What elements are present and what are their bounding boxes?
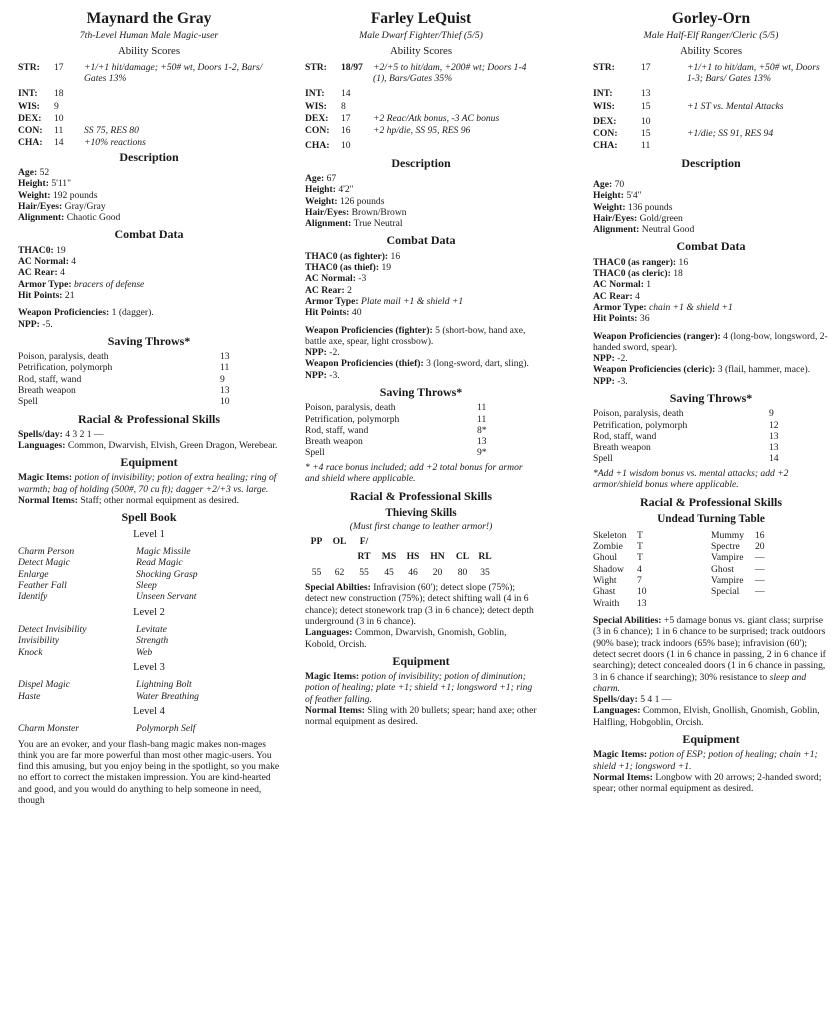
- save-row: Rod, staff, wand 13: [593, 430, 779, 442]
- ability-value: 15: [641, 100, 651, 112]
- character-bio: You are an evoker, and your flash-bang magic makes non-mages think you are far more powerful than most other magic-users. You find this amusing, but you enjoy being in the spotlight, so you make no effort to correct the mistaken impression. You are kind-hearted and good, and you would do anything to help someone in need, though: [18, 738, 280, 807]
- ability-row-str: [593, 62, 829, 85]
- ability-row-cha: [18, 137, 280, 148]
- ability-row-cha: [593, 140, 829, 151]
- saving-throws-note: * +4 race bonus included; add +2 total bonus for armor and shield where applicable.: [305, 461, 523, 485]
- saving-throws-heading: Saving Throws*: [107, 333, 191, 348]
- age-line: Age: 52: [18, 166, 50, 178]
- spells-per-day-line: Spells/day: 4 3 2 1 —: [18, 428, 104, 440]
- equipment-heading: Equipment: [682, 732, 740, 747]
- height-line: Height: 5'11": [18, 178, 72, 190]
- ability-label: CHA:: [18, 137, 43, 149]
- spell-name: Lightning Bolt: [136, 679, 192, 691]
- spell-row: [18, 580, 280, 591]
- ability-note: [373, 140, 537, 151]
- turn-row: Skeleton T Mummy 16: [593, 529, 765, 541]
- combat-data-heading: Combat Data: [114, 227, 184, 242]
- saving-throws-note: *Add +1 wisdom bonus vs. mental attacks; add +2 armor/shield bonus where applicable.: [593, 467, 789, 491]
- spell-row: [18, 546, 280, 557]
- spell-row: [18, 691, 280, 702]
- weapon-proficiencies-ranger-line: Weapon Proficiencies (ranger): 4 (long-bow, longsword, 2-handed sword, spear).: [593, 330, 828, 353]
- turn-row: Ghoul T Vampire —: [593, 552, 765, 564]
- save-row: Rod, staff, wand 8*: [305, 424, 487, 436]
- ability-label: WIS:: [305, 100, 327, 112]
- alignment-line: Alignment: Chaotic Good: [18, 212, 121, 224]
- save-row: Breath weapon 13: [18, 384, 230, 396]
- npp-line: NPP: -5.: [18, 318, 53, 330]
- ability-scores-heading: Ability Scores: [117, 44, 181, 57]
- spell-name: Knock: [18, 646, 43, 658]
- height-line: Height: 4'2": [305, 184, 354, 196]
- ability-value: 11: [641, 140, 651, 152]
- character-subtitle: Male Dwarf Fighter/Thief (5/5): [359, 30, 483, 42]
- languages-line: Languages: Common, Dwarvish, Gnomish, Goblin, Kobold, Orcish.: [305, 627, 507, 650]
- ability-row-con: [593, 128, 829, 139]
- ability-label: STR:: [305, 61, 327, 73]
- ability-value: 17: [641, 61, 651, 73]
- character-name: Maynard the Gray: [86, 10, 212, 27]
- ac-normal-line: AC Normal: 1: [593, 279, 652, 291]
- armor-type-line: Armor Type: Plate mail +1 & shield +1: [305, 295, 464, 307]
- normal-items-line: Normal Items: Staff; other normal equipment as desired.: [18, 495, 239, 507]
- spell-name: Magic Missile: [136, 545, 191, 557]
- spell-name: Charm Person: [18, 545, 75, 557]
- save-row: Spell 14: [593, 453, 779, 465]
- equipment-heading: Equipment: [120, 455, 178, 470]
- spell-name: Levitate: [136, 623, 167, 635]
- ability-note: +1/+1 hit/damage; +50# wt, Doors 1-2, Bars/ Gates 13%: [84, 61, 263, 84]
- age-line: Age: 67: [305, 172, 337, 184]
- spell-name: Strength: [136, 635, 169, 647]
- weight-line: Weight: 126 pounds: [305, 195, 385, 207]
- spell-name: Web: [136, 646, 153, 658]
- save-row: Poison, paralysis, death 11: [305, 402, 487, 414]
- ability-value: 11: [54, 125, 64, 137]
- ability-label: DEX:: [305, 112, 329, 124]
- ability-note: [84, 101, 280, 112]
- ability-value: 15: [641, 128, 651, 140]
- spell-book: [18, 529, 280, 735]
- magic-items-line: Magic Items: potion of invisibility; potion of extra healing; ring of warmth; bag of holding (500#, 70 cu ft); dagger +2/+3 vs. large.: [18, 472, 277, 495]
- character-name: Gorley-Orn: [671, 10, 751, 27]
- ability-label: CON:: [305, 125, 330, 137]
- thac0-line: THAC0: 19: [18, 244, 66, 256]
- height-line: Height: 5'4": [593, 190, 642, 202]
- ability-note: [687, 140, 829, 151]
- ability-value: 9: [54, 100, 59, 112]
- ability-label: STR:: [18, 61, 40, 73]
- ability-note: [373, 101, 537, 112]
- hair-eyes-line: Hair/Eyes: Gold/green: [593, 212, 683, 224]
- description-heading: Description: [391, 155, 451, 170]
- racial-skills-heading: Racial & Professional Skills: [349, 489, 493, 504]
- ability-note: +1 ST vs. Mental Attacks: [687, 100, 784, 112]
- spell-name: Unseen Servant: [136, 591, 197, 603]
- save-row: Petrification, polymorph 11: [305, 413, 487, 425]
- languages-line: Languages: Common, Dwarvish, Elvish, Green Dragon, Werebear.: [18, 440, 278, 451]
- ability-row-con: [305, 125, 537, 136]
- ability-row-int: [593, 88, 829, 99]
- spell-name: Sleep: [136, 579, 157, 591]
- saving-throws-table: [305, 402, 537, 459]
- ability-value: 17: [341, 112, 351, 124]
- ability-note: +10% reactions: [84, 137, 146, 149]
- character-subtitle: 7th-Level Human Male Magic-user: [79, 30, 219, 42]
- special-abilities-line: Special Abilities: +5 damage bonus vs. giant class; surprise (3 in 6 chance); 1 in 6 chance to be surprised; track outdoors (90% base); track indoors (65% base); infravision (60'); detect secret doors (1 in 6 chance in passing, 2 in 6 chance if searching); detect concealed doors (1 in 6 chance in passing, 3 in 6 chance if searching); 30% resistance to sleep and charm.: [593, 614, 826, 694]
- armor-type-line: Armor Type: bracers of defense: [18, 278, 145, 290]
- weapon-proficiencies-thief-line: Weapon Proficiencies (thief): 3 (long-sword, dart, sling).: [305, 358, 529, 370]
- spell-name: Detect Invisibility: [18, 623, 87, 635]
- ability-note: +1/+1 to hit/dam, +50# wt, Doors 1-3; Bars/ Gates 13%: [687, 61, 820, 84]
- languages-line: Languages: Common, Elvish, Gnollish, Gnomish, Goblin, Halfling, Hobgoblin, Orcish.: [593, 705, 820, 728]
- normal-items-line: Normal Items: Longbow with 20 arrows; 2-handed sword; spear; other normal equipment as desired.: [593, 771, 822, 795]
- ability-value: 8: [341, 100, 346, 112]
- save-row: Breath weapon 13: [305, 436, 487, 448]
- special-abilities-line: Special Abilties: Infravision (60'); detect slope (75%); detect new construction (75%); detect shifting wall (4 in 6 chance); detect stonework trap (3 in 6 chance); detect depth underground (3 in 6 chance).: [305, 582, 534, 627]
- spell-name: Dispel Magic: [18, 679, 70, 691]
- magic-items-line: Magic Items: potion of invisibility; potion of diminution; potion of healing; plate +1; shield +1; longsword +1; ring of feather falling.: [305, 671, 533, 705]
- ac-rear-line: AC Rear: 2: [305, 284, 352, 296]
- ability-label: INT:: [305, 88, 325, 100]
- hit-points-line: Hit Points: 40: [305, 307, 362, 319]
- thac0-ranger-line: THAC0 (as ranger): 16: [593, 256, 689, 268]
- ability-value: 14: [54, 137, 64, 149]
- spell-row: [18, 635, 280, 646]
- turn-row: Shadow 4 Ghost —: [593, 563, 765, 575]
- spell-name: Invisibility: [18, 635, 60, 647]
- ability-value: 10: [54, 112, 64, 124]
- ability-note: SS 75, RES 80: [84, 125, 139, 137]
- ability-value: 10: [341, 140, 351, 152]
- spell-name: Shocking Grasp: [136, 568, 198, 580]
- ability-note: +2 Reac/Atk bonus, -3 AC bonus: [373, 112, 500, 124]
- hit-points-line: Hit Points: 36: [593, 313, 650, 325]
- turn-row: Wight 7 Vampire —: [593, 575, 765, 587]
- spell-level-heading: Level 2: [133, 606, 165, 618]
- ac-normal-line: AC Normal: 4: [18, 255, 77, 267]
- ability-row-str: [305, 62, 537, 85]
- magic-items-line: Magic Items: potion of ESP; potion of healing; chain +1; shield +1; longsword +1.: [593, 749, 818, 772]
- ability-row-dex: [305, 113, 537, 124]
- hair-eyes-line: Hair/Eyes: Brown/Brown: [305, 206, 407, 218]
- ability-note: +1/die; SS 91, RES 94: [687, 128, 774, 140]
- spell-row: [18, 557, 280, 568]
- ability-label: DEX:: [18, 112, 42, 124]
- spell-name: Charm Monster: [18, 723, 80, 735]
- armor-type-line: Armor Type: chain +1 & shield +1: [593, 301, 733, 313]
- ability-label: INT:: [18, 88, 38, 100]
- ability-label: CHA:: [305, 140, 330, 152]
- ability-label: WIS:: [18, 100, 40, 112]
- age-line: Age: 70: [593, 178, 625, 190]
- saving-throws-heading: Saving Throws*: [669, 391, 753, 406]
- turn-row: Ghast 10 Special —: [593, 586, 765, 598]
- npp-thief-line: NPP: -3.: [305, 369, 340, 381]
- ability-note: [687, 88, 829, 99]
- ability-note: [687, 116, 829, 127]
- ability-row-wis: [18, 101, 280, 112]
- spells-per-day-line: Spells/day: 5 4 1 —: [593, 694, 672, 706]
- thieving-skills-values: 55 62 55 45 46 20 80 35: [311, 566, 490, 578]
- turn-row: Zombie T Spectre 20: [593, 541, 765, 553]
- normal-items-line: Normal Items: Sling with 20 bullets; spear; hand axe; other normal equipment as desired.: [305, 705, 537, 728]
- undead-turning-table: [593, 530, 829, 609]
- description-heading: Description: [681, 155, 741, 170]
- spell-row: [18, 591, 280, 602]
- ac-rear-line: AC Rear: 4: [593, 290, 640, 302]
- ability-value: 13: [641, 88, 651, 100]
- ability-row-con: [18, 125, 280, 136]
- thieving-skills-top-header: PP OL F/: [310, 536, 369, 548]
- spell-name: Identify: [18, 591, 48, 603]
- ability-value: 10: [641, 115, 651, 127]
- hit-points-line: Hit Points: 21: [18, 289, 75, 301]
- ability-value: 14: [341, 88, 351, 100]
- spell-row: [18, 723, 280, 734]
- thac0-fighter-line: THAC0 (as fighter): 16: [305, 250, 401, 262]
- ability-value: 17: [54, 61, 64, 73]
- ability-label: WIS:: [593, 100, 615, 112]
- ac-normal-line: AC Normal: -3: [305, 273, 367, 285]
- save-row: Rod, staff, wand 9: [18, 373, 225, 385]
- save-row: Poison, paralysis, death 9: [593, 408, 774, 420]
- thac0-cleric-line: THAC0 (as cleric): 18: [593, 267, 683, 279]
- ability-row-dex: [593, 116, 829, 127]
- spell-row: [18, 679, 280, 690]
- ability-value: 18/97: [341, 61, 363, 73]
- ability-row-int: [18, 88, 280, 99]
- ability-value: 16: [341, 125, 351, 137]
- ability-row-wis: [305, 101, 537, 112]
- ability-label: INT:: [593, 88, 613, 100]
- ability-row-dex: [18, 113, 280, 124]
- maynard-column: [18, 8, 280, 810]
- spell-level-heading: Level 4: [133, 705, 165, 717]
- racial-skills-heading: Racial & Professional Skills: [77, 411, 221, 426]
- combat-data-heading: Combat Data: [386, 233, 456, 248]
- spell-name: Water Breathing: [136, 690, 199, 702]
- ability-note: [373, 88, 537, 99]
- save-row: Breath weapon 13: [593, 442, 779, 454]
- spell-name: Feather Fall: [18, 579, 67, 591]
- gorley-column: [593, 8, 829, 795]
- spell-level-heading: Level 1: [133, 528, 165, 540]
- ability-note: +2/+5 to hit/dam, +200# wt; Doors 1-4 (1), Bars/Gates 35%: [373, 61, 527, 84]
- ability-label: CON:: [593, 128, 618, 140]
- ability-note: [84, 113, 280, 124]
- spell-name: Enlarge: [18, 568, 49, 580]
- weight-line: Weight: 192 pounds: [18, 189, 98, 201]
- character-name: Farley LeQuist: [370, 10, 472, 27]
- spell-book-heading: Spell Book: [121, 510, 177, 525]
- thieving-skills-heading: Thieving Skills: [385, 506, 457, 519]
- spell-level-heading: Level 3: [133, 661, 165, 673]
- spell-row: [18, 624, 280, 635]
- weapon-proficiencies-cleric-line: Weapon Proficiencies (cleric): 3 (flail, hammer, mace).: [593, 364, 811, 376]
- save-row: Spell 9*: [305, 447, 487, 459]
- combat-data-heading: Combat Data: [676, 239, 746, 254]
- save-row: Poison, paralysis, death 13: [18, 350, 230, 362]
- farley-column: [305, 8, 537, 728]
- ability-row-wis: [593, 101, 829, 112]
- npp-fighter-line: NPP: -2.: [305, 347, 340, 359]
- saving-throws-table: [593, 408, 829, 465]
- weight-line: Weight: 136 pounds: [593, 201, 673, 213]
- hair-eyes-line: Hair/Eyes: Gray/Gray: [18, 200, 106, 212]
- ability-row-cha: [305, 140, 537, 151]
- weapon-proficiencies-line: Weapon Proficiencies: 1 (dagger).: [18, 307, 154, 319]
- ability-note: +2 hp/die, SS 95, RES 96: [373, 125, 471, 137]
- character-subtitle: Male Half-Elf Ranger/Cleric (5/5): [643, 30, 779, 42]
- ability-label: CHA:: [593, 140, 618, 152]
- ability-label: DEX:: [593, 115, 617, 127]
- ability-label: STR:: [593, 61, 615, 73]
- weapon-proficiencies-fighter-line: Weapon Proficiencies (fighter): 5 (short-bow, hand axe, battle axe, spear, light crossbow).: [305, 324, 526, 347]
- thieving-skills-note: (Must first change to leather armor!): [349, 520, 493, 532]
- npp-ranger-line: NPP: -2.: [593, 353, 628, 365]
- description-heading: Description: [119, 149, 179, 164]
- saving-throws-heading: Saving Throws*: [379, 385, 463, 400]
- turn-row: Wraith 13: [593, 597, 647, 609]
- ability-row-int: [305, 88, 537, 99]
- save-row: Petrification, polymorph 12: [593, 419, 779, 431]
- save-row: Petrification, polymorph 11: [18, 362, 230, 374]
- ability-label: CON:: [18, 125, 43, 137]
- racial-skills-heading: Racial & Professional Skills: [639, 495, 783, 510]
- ability-scores-heading: Ability Scores: [679, 44, 743, 57]
- spell-row: [18, 647, 280, 658]
- thieving-skills-header: RT MS HS HN CL RL: [357, 551, 492, 563]
- equipment-heading: Equipment: [392, 653, 450, 668]
- ability-note: [84, 88, 280, 99]
- spell-row: [18, 569, 280, 580]
- spell-name: Polymorph Self: [136, 723, 196, 735]
- saving-throws-table: [18, 351, 280, 408]
- ability-scores-heading: Ability Scores: [389, 44, 453, 57]
- spell-name: Detect Magic: [18, 557, 70, 569]
- ability-value: 18: [54, 88, 64, 100]
- npp-cleric-line: NPP: -3.: [593, 375, 628, 387]
- spell-name: Haste: [18, 690, 41, 702]
- undead-turning-heading: Undead Turning Table: [657, 512, 765, 525]
- ability-row-str: [18, 62, 280, 85]
- thac0-thief-line: THAC0 (as thief): 19: [305, 261, 392, 273]
- save-row: Spell 10: [18, 396, 230, 408]
- spell-name: Read Magic: [136, 557, 183, 569]
- alignment-line: Alignment: True Neutral: [305, 218, 403, 230]
- ac-rear-line: AC Rear: 4: [18, 267, 65, 279]
- alignment-line: Alignment: Neutral Good: [593, 224, 695, 236]
